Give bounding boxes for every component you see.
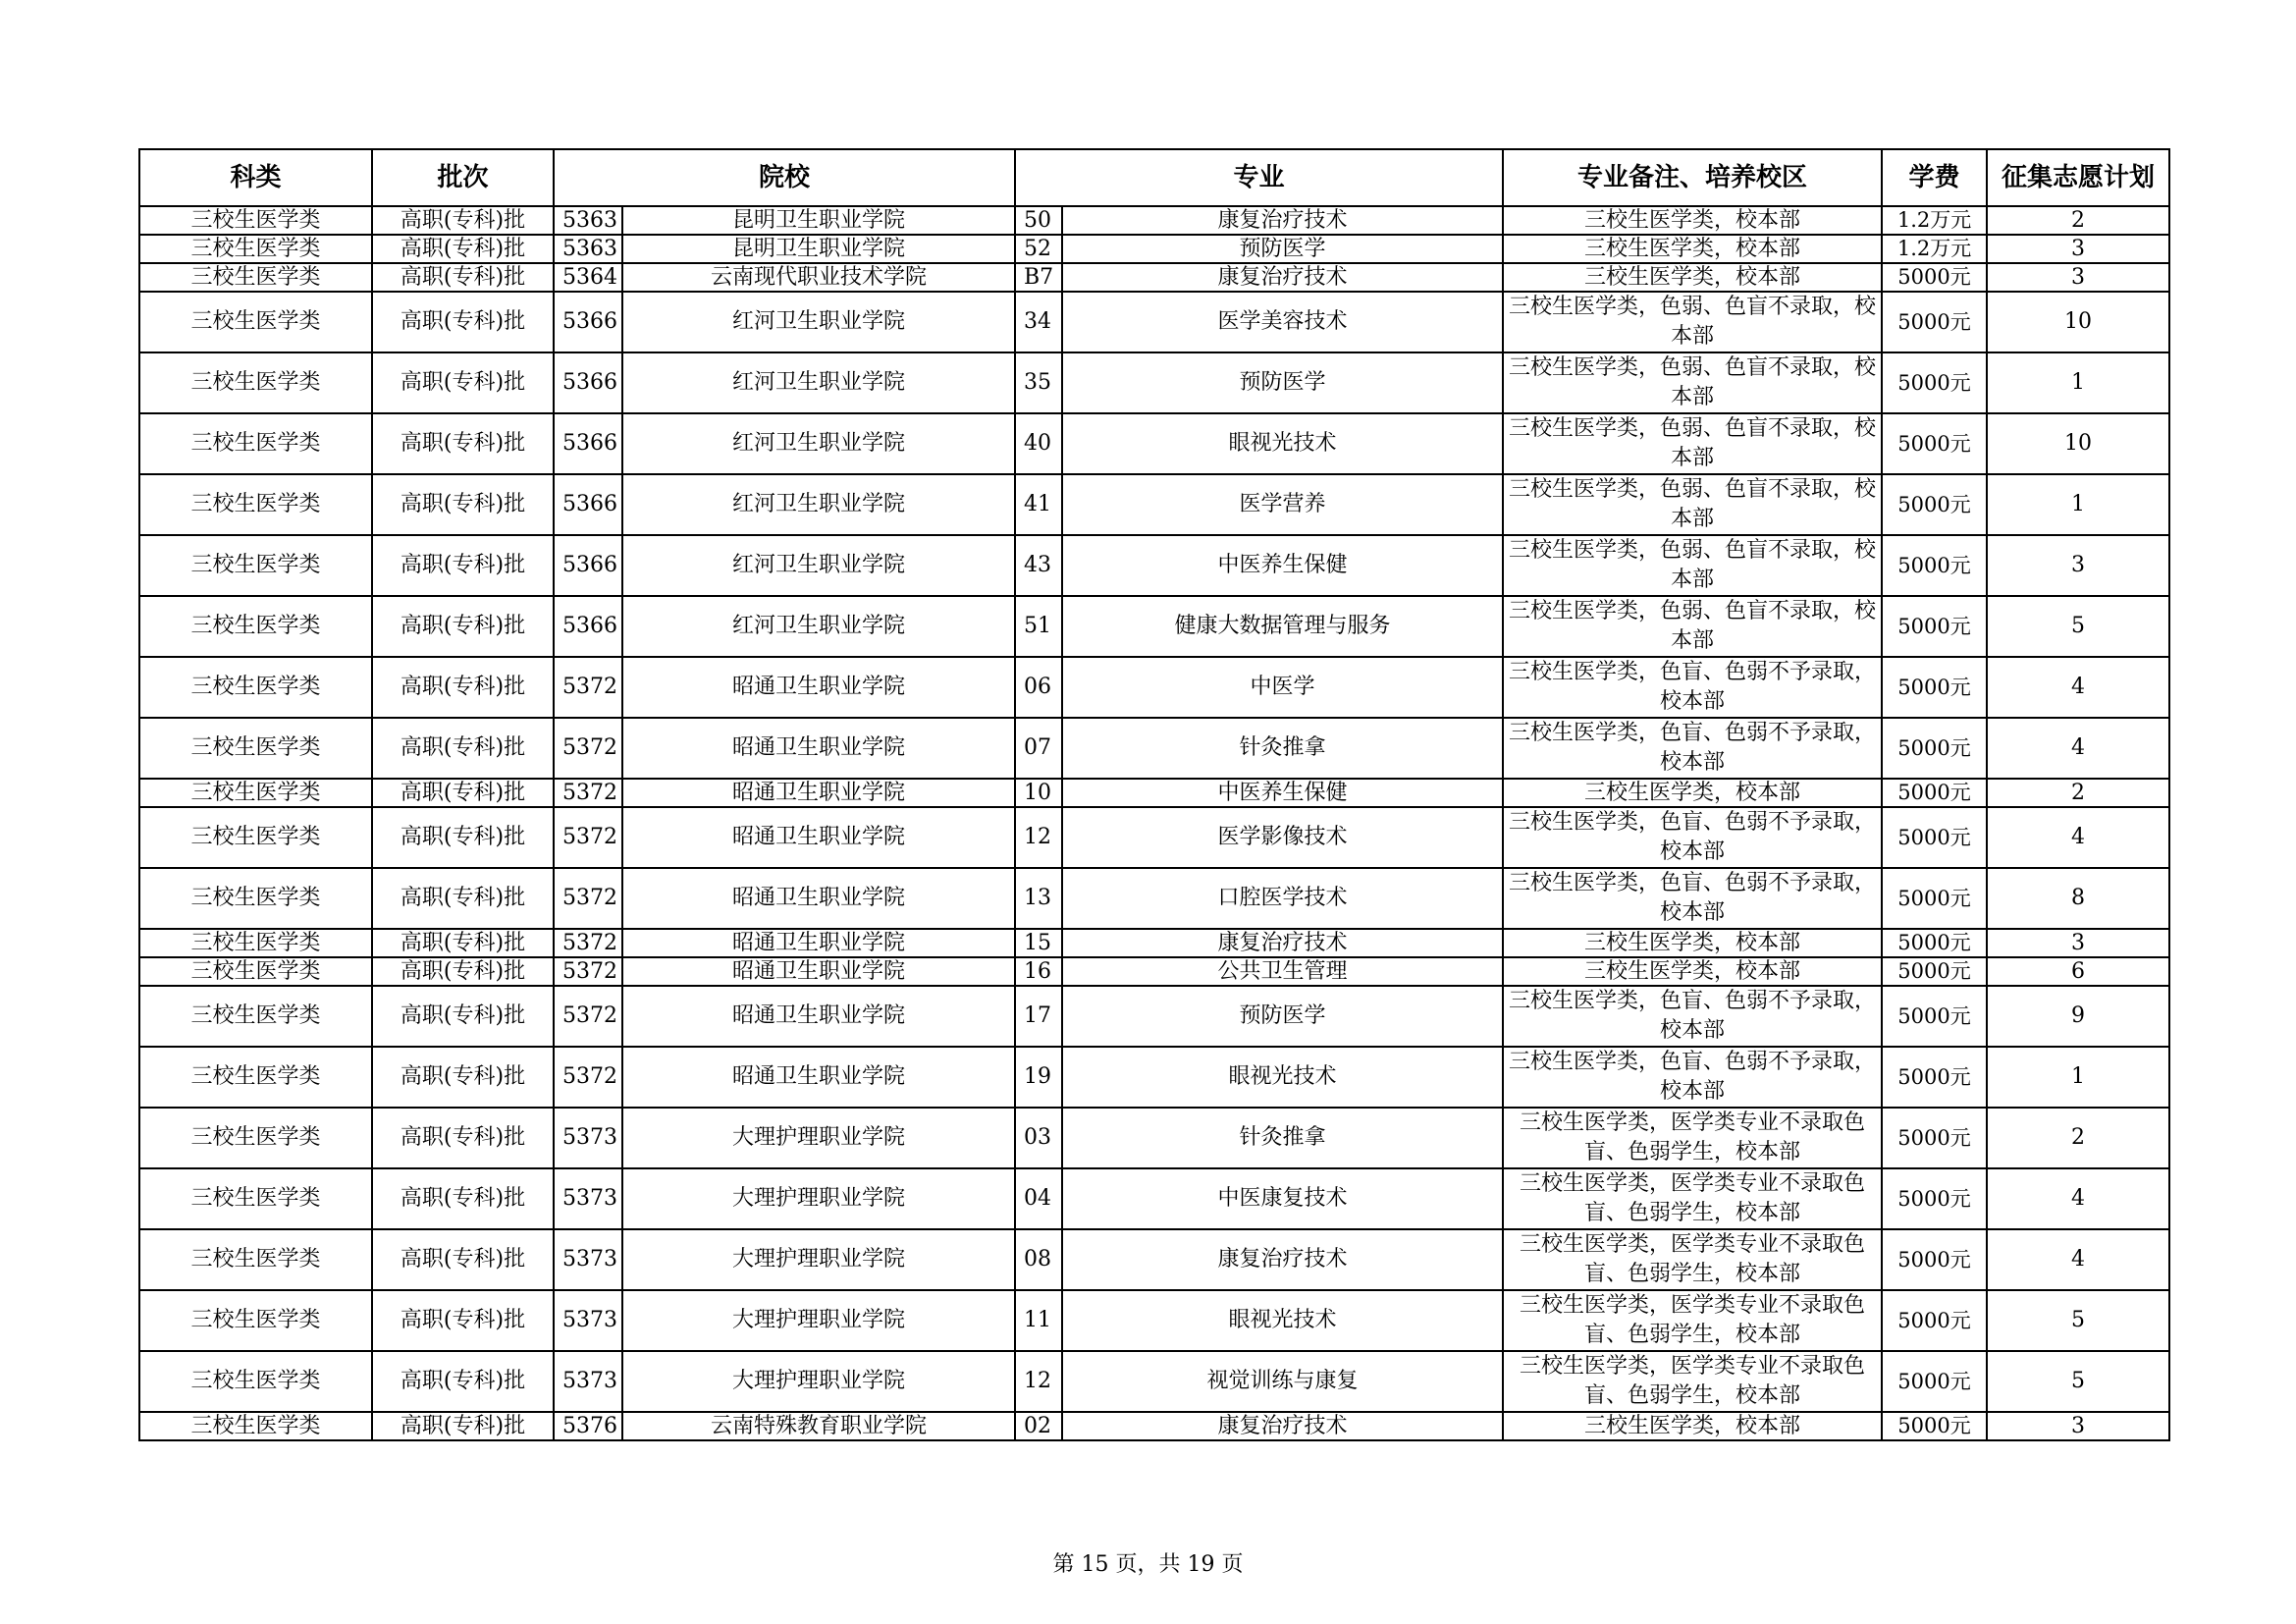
- cell-school-code: 5366: [554, 596, 622, 657]
- header-plan: 征集志愿计划: [1987, 149, 2169, 206]
- header-category: 科类: [139, 149, 372, 206]
- cell-category: 三校生医学类: [139, 206, 372, 235]
- cell-fee: 5000元: [1882, 535, 1987, 596]
- cell-plan: 5: [1987, 596, 2169, 657]
- cell-major-code: 07: [1015, 718, 1062, 779]
- cell-batch: 高职(专科)批: [372, 206, 554, 235]
- cell-category: 三校生医学类: [139, 1047, 372, 1108]
- cell-major-code: 10: [1015, 779, 1062, 807]
- table-row: [139, 474, 2169, 535]
- cell-school-code: 5372: [554, 986, 622, 1047]
- cell-category: 三校生医学类: [139, 1168, 372, 1229]
- cell-fee: 5000元: [1882, 1290, 1987, 1351]
- cell-major-code: 16: [1015, 957, 1062, 986]
- cell-school: 大理护理职业学院: [622, 1108, 1015, 1168]
- cell-plan: 1: [1987, 474, 2169, 535]
- table-body: [139, 206, 2169, 1440]
- cell-school-code: 5373: [554, 1351, 622, 1412]
- header-school: 院校: [554, 149, 1015, 206]
- table-row: [139, 1290, 2169, 1351]
- cell-batch: 高职(专科)批: [372, 1412, 554, 1440]
- cell-fee: 5000元: [1882, 1351, 1987, 1412]
- cell-plan: 5: [1987, 1290, 2169, 1351]
- table-row: [139, 718, 2169, 779]
- cell-major: 中医康复技术: [1062, 1168, 1503, 1229]
- table-row: [139, 263, 2169, 292]
- cell-plan: 8: [1987, 868, 2169, 929]
- cell-major-code: 51: [1015, 596, 1062, 657]
- cell-batch: 高职(专科)批: [372, 868, 554, 929]
- cell-school-code: 5372: [554, 957, 622, 986]
- cell-fee: 1.2万元: [1882, 206, 1987, 235]
- header-batch: 批次: [372, 149, 554, 206]
- cell-school: 昆明卫生职业学院: [622, 235, 1015, 263]
- cell-plan: 4: [1987, 718, 2169, 779]
- cell-school: 昭通卫生职业学院: [622, 779, 1015, 807]
- cell-school-code: 5366: [554, 292, 622, 352]
- cell-category: 三校生医学类: [139, 1229, 372, 1290]
- table-row: [139, 657, 2169, 718]
- cell-fee: 5000元: [1882, 807, 1987, 868]
- cell-major: 康复治疗技术: [1062, 206, 1503, 235]
- cell-school: 昭通卫生职业学院: [622, 1047, 1015, 1108]
- cell-major: 针灸推拿: [1062, 718, 1503, 779]
- cell-school: 红河卫生职业学院: [622, 413, 1015, 474]
- cell-fee: 5000元: [1882, 1047, 1987, 1108]
- cell-note: 三校生医学类，校本部: [1503, 1412, 1882, 1440]
- cell-note: 三校生医学类，色弱、色盲不录取，校本部: [1503, 474, 1882, 535]
- table-row: [139, 206, 2169, 235]
- table-row: [139, 413, 2169, 474]
- cell-category: 三校生医学类: [139, 596, 372, 657]
- cell-fee: 5000元: [1882, 474, 1987, 535]
- cell-batch: 高职(专科)批: [372, 957, 554, 986]
- table-row: [139, 1047, 2169, 1108]
- table-row: [139, 779, 2169, 807]
- cell-major-code: 41: [1015, 474, 1062, 535]
- cell-plan: 3: [1987, 929, 2169, 957]
- cell-fee: 1.2万元: [1882, 235, 1987, 263]
- cell-school: 昭通卫生职业学院: [622, 718, 1015, 779]
- cell-major-code: 12: [1015, 807, 1062, 868]
- cell-category: 三校生医学类: [139, 807, 372, 868]
- cell-batch: 高职(专科)批: [372, 1108, 554, 1168]
- cell-school: 红河卫生职业学院: [622, 352, 1015, 413]
- cell-major-code: 12: [1015, 1351, 1062, 1412]
- cell-note: 三校生医学类，校本部: [1503, 206, 1882, 235]
- table-row: [139, 807, 2169, 868]
- cell-major-code: 35: [1015, 352, 1062, 413]
- cell-school: 大理护理职业学院: [622, 1351, 1015, 1412]
- cell-school-code: 5373: [554, 1108, 622, 1168]
- cell-major: 眼视光技术: [1062, 1290, 1503, 1351]
- table-row: [139, 292, 2169, 352]
- cell-batch: 高职(专科)批: [372, 1290, 554, 1351]
- cell-fee: 5000元: [1882, 596, 1987, 657]
- table-row: [139, 352, 2169, 413]
- cell-school-code: 5373: [554, 1168, 622, 1229]
- cell-major-code: 34: [1015, 292, 1062, 352]
- cell-school-code: 5372: [554, 929, 622, 957]
- cell-fee: 5000元: [1882, 986, 1987, 1047]
- table-row: [139, 596, 2169, 657]
- cell-batch: 高职(专科)批: [372, 657, 554, 718]
- cell-batch: 高职(专科)批: [372, 413, 554, 474]
- cell-plan: 9: [1987, 986, 2169, 1047]
- cell-category: 三校生医学类: [139, 1351, 372, 1412]
- cell-fee: 5000元: [1882, 1229, 1987, 1290]
- cell-category: 三校生医学类: [139, 474, 372, 535]
- cell-note: 三校生医学类，医学类专业不录取色盲、色弱学生，校本部: [1503, 1108, 1882, 1168]
- cell-category: 三校生医学类: [139, 929, 372, 957]
- cell-note: 三校生医学类，校本部: [1503, 263, 1882, 292]
- cell-category: 三校生医学类: [139, 657, 372, 718]
- cell-major-code: B7: [1015, 263, 1062, 292]
- cell-category: 三校生医学类: [139, 413, 372, 474]
- cell-major-code: 06: [1015, 657, 1062, 718]
- cell-note: 三校生医学类，色弱、色盲不录取，校本部: [1503, 535, 1882, 596]
- cell-school-code: 5372: [554, 718, 622, 779]
- cell-major: 口腔医学技术: [1062, 868, 1503, 929]
- cell-school: 大理护理职业学院: [622, 1229, 1015, 1290]
- cell-major-code: 02: [1015, 1412, 1062, 1440]
- cell-major: 康复治疗技术: [1062, 929, 1503, 957]
- cell-major: 医学美容技术: [1062, 292, 1503, 352]
- cell-major-code: 43: [1015, 535, 1062, 596]
- cell-fee: 5000元: [1882, 657, 1987, 718]
- cell-school: 大理护理职业学院: [622, 1168, 1015, 1229]
- cell-batch: 高职(专科)批: [372, 986, 554, 1047]
- cell-fee: 5000元: [1882, 1412, 1987, 1440]
- cell-school-code: 5372: [554, 779, 622, 807]
- cell-category: 三校生医学类: [139, 1412, 372, 1440]
- cell-fee: 5000元: [1882, 779, 1987, 807]
- cell-fee: 5000元: [1882, 957, 1987, 986]
- cell-major: 中医养生保健: [1062, 779, 1503, 807]
- cell-fee: 5000元: [1882, 352, 1987, 413]
- table-row: [139, 929, 2169, 957]
- cell-category: 三校生医学类: [139, 235, 372, 263]
- cell-school: 昭通卫生职业学院: [622, 868, 1015, 929]
- cell-school: 昭通卫生职业学院: [622, 929, 1015, 957]
- table-row: [139, 1168, 2169, 1229]
- cell-major-code: 17: [1015, 986, 1062, 1047]
- admission-plan-table: [138, 148, 2170, 1441]
- cell-batch: 高职(专科)批: [372, 807, 554, 868]
- cell-school-code: 5373: [554, 1229, 622, 1290]
- cell-school-code: 5372: [554, 657, 622, 718]
- cell-major: 康复治疗技术: [1062, 1412, 1503, 1440]
- cell-school: 红河卫生职业学院: [622, 292, 1015, 352]
- cell-school-code: 5366: [554, 535, 622, 596]
- cell-plan: 2: [1987, 206, 2169, 235]
- cell-major-code: 15: [1015, 929, 1062, 957]
- cell-note: 三校生医学类，医学类专业不录取色盲、色弱学生，校本部: [1503, 1229, 1882, 1290]
- cell-plan: 4: [1987, 657, 2169, 718]
- cell-category: 三校生医学类: [139, 868, 372, 929]
- cell-note: 三校生医学类，色盲、色弱不予录取，校本部: [1503, 1047, 1882, 1108]
- page-number: 第 15 页，共 19 页: [1052, 1552, 1244, 1577]
- cell-school: 昆明卫生职业学院: [622, 206, 1015, 235]
- cell-batch: 高职(专科)批: [372, 535, 554, 596]
- cell-batch: 高职(专科)批: [372, 352, 554, 413]
- cell-batch: 高职(专科)批: [372, 929, 554, 957]
- cell-school: 昭通卫生职业学院: [622, 957, 1015, 986]
- cell-major-code: 19: [1015, 1047, 1062, 1108]
- cell-school-code: 5366: [554, 474, 622, 535]
- table-row: [139, 535, 2169, 596]
- cell-batch: 高职(专科)批: [372, 292, 554, 352]
- cell-major: 预防医学: [1062, 352, 1503, 413]
- cell-major-code: 04: [1015, 1168, 1062, 1229]
- cell-school: 昭通卫生职业学院: [622, 807, 1015, 868]
- table-row: [139, 1108, 2169, 1168]
- cell-school-code: 5376: [554, 1412, 622, 1440]
- cell-major: 健康大数据管理与服务: [1062, 596, 1503, 657]
- table-row: [139, 235, 2169, 263]
- cell-major: 康复治疗技术: [1062, 1229, 1503, 1290]
- table-row: [139, 986, 2169, 1047]
- cell-category: 三校生医学类: [139, 1290, 372, 1351]
- header-fee: 学费: [1882, 149, 1987, 206]
- cell-category: 三校生医学类: [139, 957, 372, 986]
- cell-school: 昭通卫生职业学院: [622, 986, 1015, 1047]
- cell-plan: 5: [1987, 1351, 2169, 1412]
- cell-major: 眼视光技术: [1062, 1047, 1503, 1108]
- cell-note: 三校生医学类，色弱、色盲不录取，校本部: [1503, 596, 1882, 657]
- cell-school: 红河卫生职业学院: [622, 535, 1015, 596]
- cell-batch: 高职(专科)批: [372, 263, 554, 292]
- cell-school-code: 5366: [554, 352, 622, 413]
- cell-school-code: 5372: [554, 1047, 622, 1108]
- cell-major-code: 50: [1015, 206, 1062, 235]
- cell-fee: 5000元: [1882, 263, 1987, 292]
- header-note: 专业备注、培养校区: [1503, 149, 1882, 206]
- cell-batch: 高职(专科)批: [372, 1168, 554, 1229]
- cell-category: 三校生医学类: [139, 535, 372, 596]
- cell-major-code: 11: [1015, 1290, 1062, 1351]
- cell-category: 三校生医学类: [139, 779, 372, 807]
- cell-plan: 1: [1987, 1047, 2169, 1108]
- cell-category: 三校生医学类: [139, 1108, 372, 1168]
- cell-school-code: 5363: [554, 235, 622, 263]
- cell-plan: 2: [1987, 779, 2169, 807]
- cell-note: 三校生医学类，色盲、色弱不予录取，校本部: [1503, 807, 1882, 868]
- cell-category: 三校生医学类: [139, 718, 372, 779]
- cell-major-code: 40: [1015, 413, 1062, 474]
- cell-note: 三校生医学类，医学类专业不录取色盲、色弱学生，校本部: [1503, 1351, 1882, 1412]
- table-row: [139, 1351, 2169, 1412]
- cell-major: 康复治疗技术: [1062, 263, 1503, 292]
- cell-school-code: 5366: [554, 413, 622, 474]
- table-row: [139, 868, 2169, 929]
- cell-major-code: 13: [1015, 868, 1062, 929]
- cell-fee: 5000元: [1882, 868, 1987, 929]
- cell-plan: 1: [1987, 352, 2169, 413]
- cell-batch: 高职(专科)批: [372, 1047, 554, 1108]
- cell-plan: 2: [1987, 1108, 2169, 1168]
- cell-school-code: 5372: [554, 868, 622, 929]
- cell-school: 昭通卫生职业学院: [622, 657, 1015, 718]
- cell-fee: 5000元: [1882, 413, 1987, 474]
- header-row: [139, 149, 2169, 206]
- cell-batch: 高职(专科)批: [372, 596, 554, 657]
- cell-note: 三校生医学类，色盲、色弱不予录取，校本部: [1503, 718, 1882, 779]
- cell-note: 三校生医学类，校本部: [1503, 235, 1882, 263]
- cell-school: 红河卫生职业学院: [622, 474, 1015, 535]
- cell-plan: 3: [1987, 263, 2169, 292]
- cell-major: 预防医学: [1062, 986, 1503, 1047]
- cell-fee: 5000元: [1882, 929, 1987, 957]
- cell-category: 三校生医学类: [139, 263, 372, 292]
- table-row: [139, 1229, 2169, 1290]
- cell-note: 三校生医学类，色弱、色盲不录取，校本部: [1503, 413, 1882, 474]
- cell-plan: 4: [1987, 807, 2169, 868]
- cell-note: 三校生医学类，校本部: [1503, 779, 1882, 807]
- cell-note: 三校生医学类，校本部: [1503, 957, 1882, 986]
- table-row: [139, 957, 2169, 986]
- cell-batch: 高职(专科)批: [372, 1351, 554, 1412]
- cell-fee: 5000元: [1882, 718, 1987, 779]
- table-row: [139, 1412, 2169, 1440]
- cell-major: 眼视光技术: [1062, 413, 1503, 474]
- cell-fee: 5000元: [1882, 1168, 1987, 1229]
- cell-batch: 高职(专科)批: [372, 779, 554, 807]
- cell-major: 公共卫生管理: [1062, 957, 1503, 986]
- cell-plan: 4: [1987, 1168, 2169, 1229]
- cell-note: 三校生医学类，色弱、色盲不录取，校本部: [1503, 292, 1882, 352]
- cell-school-code: 5364: [554, 263, 622, 292]
- cell-major: 医学营养: [1062, 474, 1503, 535]
- cell-note: 三校生医学类，色盲、色弱不予录取，校本部: [1503, 986, 1882, 1047]
- cell-major: 医学影像技术: [1062, 807, 1503, 868]
- cell-school: 云南现代职业技术学院: [622, 263, 1015, 292]
- cell-school-code: 5372: [554, 807, 622, 868]
- cell-school-code: 5373: [554, 1290, 622, 1351]
- cell-batch: 高职(专科)批: [372, 474, 554, 535]
- cell-plan: 4: [1987, 1229, 2169, 1290]
- cell-plan: 3: [1987, 535, 2169, 596]
- cell-plan: 6: [1987, 957, 2169, 986]
- cell-school: 大理护理职业学院: [622, 1290, 1015, 1351]
- cell-plan: 10: [1987, 292, 2169, 352]
- cell-school: 红河卫生职业学院: [622, 596, 1015, 657]
- cell-school-code: 5363: [554, 206, 622, 235]
- cell-fee: 5000元: [1882, 1108, 1987, 1168]
- cell-major: 视觉训练与康复: [1062, 1351, 1503, 1412]
- cell-major-code: 08: [1015, 1229, 1062, 1290]
- cell-note: 三校生医学类，医学类专业不录取色盲、色弱学生，校本部: [1503, 1290, 1882, 1351]
- cell-batch: 高职(专科)批: [372, 718, 554, 779]
- cell-fee: 5000元: [1882, 292, 1987, 352]
- cell-major: 针灸推拿: [1062, 1108, 1503, 1168]
- cell-category: 三校生医学类: [139, 352, 372, 413]
- cell-note: 三校生医学类，色盲、色弱不予录取，校本部: [1503, 868, 1882, 929]
- cell-note: 三校生医学类，医学类专业不录取色盲、色弱学生，校本部: [1503, 1168, 1882, 1229]
- cell-plan: 3: [1987, 235, 2169, 263]
- cell-category: 三校生医学类: [139, 292, 372, 352]
- cell-category: 三校生医学类: [139, 986, 372, 1047]
- cell-plan: 3: [1987, 1412, 2169, 1440]
- cell-batch: 高职(专科)批: [372, 1229, 554, 1290]
- cell-major: 中医养生保健: [1062, 535, 1503, 596]
- header-major: 专业: [1015, 149, 1503, 206]
- cell-note: 三校生医学类，色盲、色弱不予录取，校本部: [1503, 657, 1882, 718]
- cell-major-code: 52: [1015, 235, 1062, 263]
- cell-school: 云南特殊教育职业学院: [622, 1412, 1015, 1440]
- cell-plan: 10: [1987, 413, 2169, 474]
- cell-note: 三校生医学类，色弱、色盲不录取，校本部: [1503, 352, 1882, 413]
- cell-batch: 高职(专科)批: [372, 235, 554, 263]
- cell-note: 三校生医学类，校本部: [1503, 929, 1882, 957]
- cell-major: 预防医学: [1062, 235, 1503, 263]
- cell-major-code: 03: [1015, 1108, 1062, 1168]
- cell-major: 中医学: [1062, 657, 1503, 718]
